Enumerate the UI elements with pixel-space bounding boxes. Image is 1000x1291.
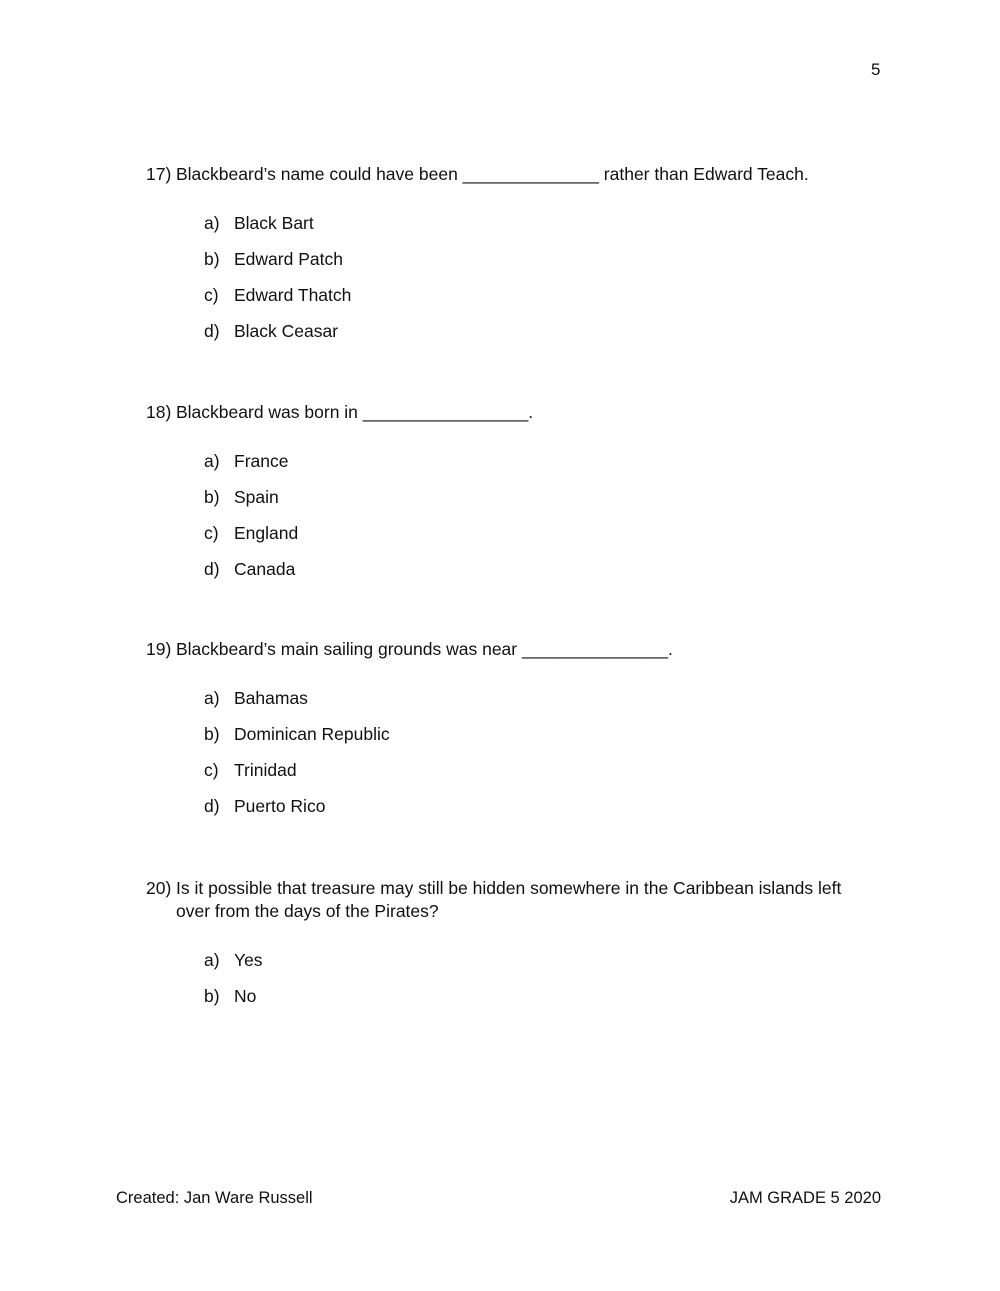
answer-option[interactable] [204,788,390,824]
option-letter: b) [204,486,220,507]
option-text: Edward Patch [234,248,343,269]
footer-course: JAM GRADE 5 2020 [729,1189,881,1207]
option-text: Bahamas [234,687,308,708]
option-letter: a) [204,212,220,233]
answer-option[interactable] [204,752,390,788]
answer-option[interactable] [204,479,298,515]
option-text: Trinidad [234,759,297,780]
answer-option[interactable] [204,241,351,277]
option-letter: a) [204,450,220,471]
answer-options [204,443,298,587]
question-text: Blackbeard’s name could have been ______________ rather than Edward Teach. [176,164,809,184]
option-text: France [234,450,289,471]
question-18-text-row [146,401,876,424]
option-letter: a) [204,687,220,708]
option-text: Black Ceasar [234,320,339,341]
answer-option[interactable] [204,551,298,587]
answer-option[interactable] [204,942,263,978]
question-17 [146,163,876,341]
question-text: Blackbeard was born in _________________. [176,402,534,422]
answer-option[interactable] [204,716,390,752]
option-letter: c) [204,284,219,305]
question-text: Blackbeard’s main sailing grounds was near _______________. [176,639,673,659]
answer-option[interactable] [204,978,263,1014]
answer-option[interactable] [204,443,298,479]
answer-option[interactable] [204,205,351,241]
question-number: 19) [146,639,172,659]
option-text: Dominican Republic [234,723,390,744]
option-letter: b) [204,723,220,744]
option-letter: b) [204,985,220,1006]
question-17-text-row [146,163,876,186]
option-letter: c) [204,759,219,780]
option-letter: b) [204,248,220,269]
answer-option[interactable] [204,313,351,349]
option-text: Puerto Rico [234,795,326,816]
question-number: 18) [146,402,172,422]
option-letter: c) [204,522,219,543]
question-20 [146,877,876,1006]
option-text: Edward Thatch [234,284,352,305]
answer-options [204,942,263,1014]
answer-option[interactable] [204,515,298,551]
option-text: England [234,522,299,543]
option-letter: d) [204,320,220,341]
question-number: 17) [146,164,172,184]
question-text: Is it possible that treasure may still be hidden somewhere in the Caribbean islands left over from the days of the Pirates? [176,878,842,921]
option-letter: a) [204,949,220,970]
answer-options [204,680,390,824]
option-text: No [234,985,257,1006]
question-18 [146,401,876,579]
question-19-text-row [146,638,876,661]
option-letter: d) [204,558,220,579]
question-number: 20) [146,878,172,898]
option-letter: d) [204,795,220,816]
answer-option[interactable] [204,277,351,313]
answer-options [204,205,351,349]
page-number: 5 [871,60,881,79]
question-19 [146,638,876,816]
option-text: Yes [234,949,263,970]
option-text: Spain [234,486,279,507]
answer-option[interactable] [204,680,390,716]
option-text: Canada [234,558,296,579]
option-text: Black Bart [234,212,314,233]
question-20-text-row [146,877,876,923]
footer-author: Created: Jan Ware Russell [116,1189,313,1207]
